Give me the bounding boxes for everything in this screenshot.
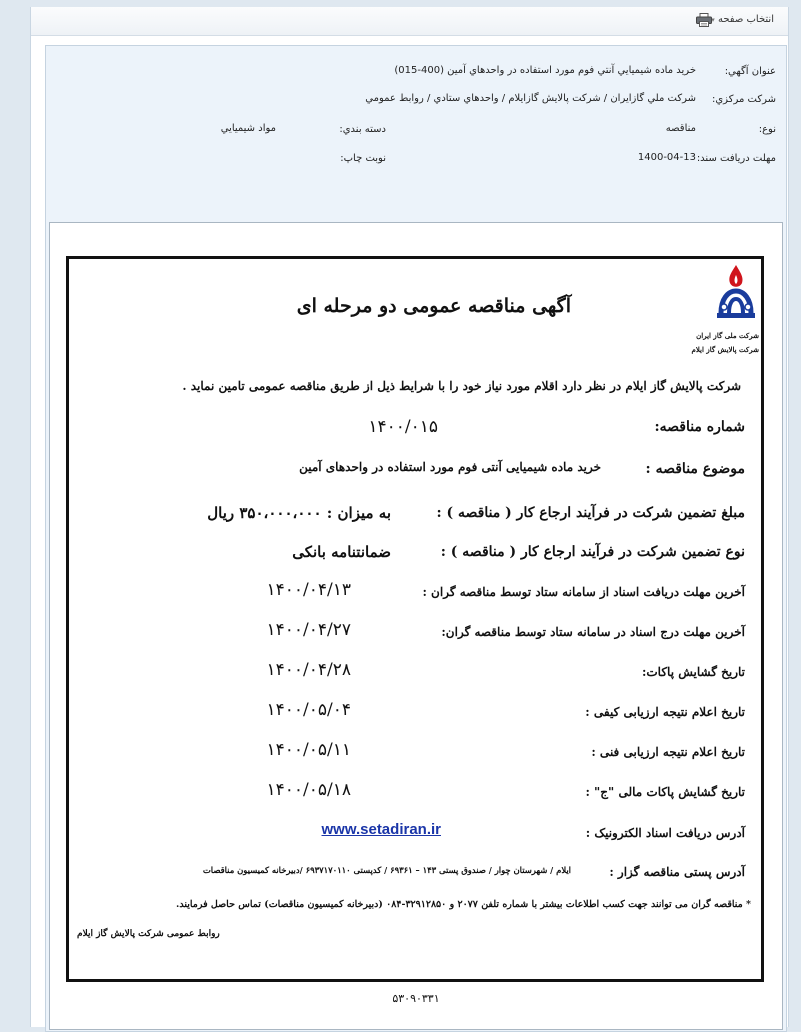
subject-value: خرید ماده شیمیایی آنتی فوم مورد استفاده در واحدهای آمین	[299, 460, 601, 474]
e-address-label: آدرس دریافت اسناد الکترونیک :	[585, 826, 745, 840]
category-label: دسته بندي:	[339, 124, 386, 135]
doc-upload-label: آخرین مهلت درج اسناد در سامانه ستاد توسط مناقصه گران:	[441, 625, 745, 639]
deadline-value: 1400-04-13	[637, 152, 696, 163]
quality-value: ۱۴۰۰/۰۵/۰۴	[266, 700, 351, 720]
company-label: شرکت مرکزي:	[711, 94, 776, 105]
content-frame	[45, 45, 787, 1032]
notice-intro: شرکت پالایش گاز ایلام در نظر دارد اقلام مورد نیاز خود را با شرایط ذیل از طریق مناقصه عمومی تامین نماید .	[182, 379, 741, 393]
chevron-down-icon: ▾	[711, 16, 715, 24]
opening-value: ۱۴۰۰/۰۴/۲۸	[266, 660, 351, 680]
title-label: عنوان آگهي:	[724, 66, 776, 77]
technical-value: ۱۴۰۰/۰۵/۱۱	[266, 740, 351, 760]
guarantee-amount-value: به میزان : ۳۵۰،۰۰۰،۰۰۰ ریال	[207, 504, 391, 522]
doc-receive-value: ۱۴۰۰/۰۴/۱۳	[266, 580, 351, 600]
setadiran-link[interactable]: www.setadiran.ir	[321, 821, 441, 838]
notice-footnote: * مناقصه گران می توانند جهت کسب اطلاعات بیشتر با شماره تلفن ۲۰۷۷ و ۳۲۹۱۲۸۵۰-۰۸۴ (دبیرخانه کمیسیون مناقصات) تماس حاصل فرمایند.	[176, 899, 751, 910]
guarantee-type-value: ضمانتنامه بانکی	[292, 543, 391, 561]
toolbar	[31, 7, 788, 36]
notice-image-area	[49, 222, 783, 1030]
print-label: نوبت چاپ:	[340, 153, 386, 164]
financial-value: ۱۴۰۰/۰۵/۱۸	[266, 780, 351, 800]
quality-label: تاریخ اعلام نتیجه ارزیابی کیفی :	[585, 705, 745, 719]
technical-label: تاریخ اعلام نتیجه ارزیابی فنی :	[591, 745, 745, 759]
company-value: شركت ملي گازايران / شرکت پالايش گازايلام / واحدهاي ستادي / روابط عمومي	[365, 93, 696, 104]
notice-signature: روابط عمومی شرکت پالایش گاز ایلام	[77, 929, 220, 939]
postal-value: ایلام / شهرستان چوار / صندوق پستی ۱۴۳ – ۶۹۳۶۱ / کدپستی ۶۹۳۷۱۷۰۱۱۰ /دبیرخانه کمیسیون مناقصات	[202, 865, 571, 875]
notice-code: ۵۳۰۹۰۳۳۱	[392, 992, 440, 1005]
logo-caption-1: شرکت ملی گاز ایران	[696, 331, 759, 340]
subject-label: موضوع مناقصه :	[645, 461, 745, 477]
postal-label: آدرس پستی مناقصه گزار :	[609, 865, 745, 879]
financial-label: تاریخ گشایش پاکات مالی "ج" :	[585, 785, 745, 799]
type-label: نوع:	[758, 124, 776, 135]
logo-caption-2: شرکت پالایش گاز ایلام	[691, 345, 759, 354]
notice-title: آگهی مناقصه عمومی دو مرحله ای	[296, 295, 571, 317]
tender-no-label: شماره مناقصه:	[654, 419, 745, 435]
tender-notice	[66, 256, 764, 982]
page-select-label: انتخاب صفحه	[717, 14, 774, 25]
notice-meta	[46, 46, 786, 216]
printer-icon[interactable]	[696, 13, 712, 27]
tender-no-value: ۱۴۰۰/۰۱۵	[368, 417, 438, 437]
page-select-dropdown[interactable]	[711, 14, 774, 25]
guarantee-type-label: نوع تضمین شرکت در فرآیند ارجاع کار ( مناقصه ) :	[440, 544, 745, 560]
type-value: مناقصه	[665, 123, 696, 134]
guarantee-amount-label: مبلغ تضمین شرکت در فرآیند ارجاع کار ( مناقصه ) :	[436, 505, 745, 521]
title-value: خريد ماده شيميايي آنتي فوم مورد استفاده در واحدهاي آمين (400-015)	[394, 65, 696, 76]
opening-label: تاریخ گشایش پاکات:	[641, 665, 745, 679]
deadline-label: مهلت دريافت سند:	[696, 153, 776, 164]
category-value: مواد شيميايي	[220, 123, 276, 134]
doc-upload-value: ۱۴۰۰/۰۴/۲۷	[266, 620, 351, 640]
nigc-logo-icon	[715, 263, 757, 327]
page-container	[30, 7, 789, 1027]
doc-receive-label: آخرین مهلت دریافت اسناد از سامانه ستاد توسط مناقصه گران :	[422, 585, 745, 599]
